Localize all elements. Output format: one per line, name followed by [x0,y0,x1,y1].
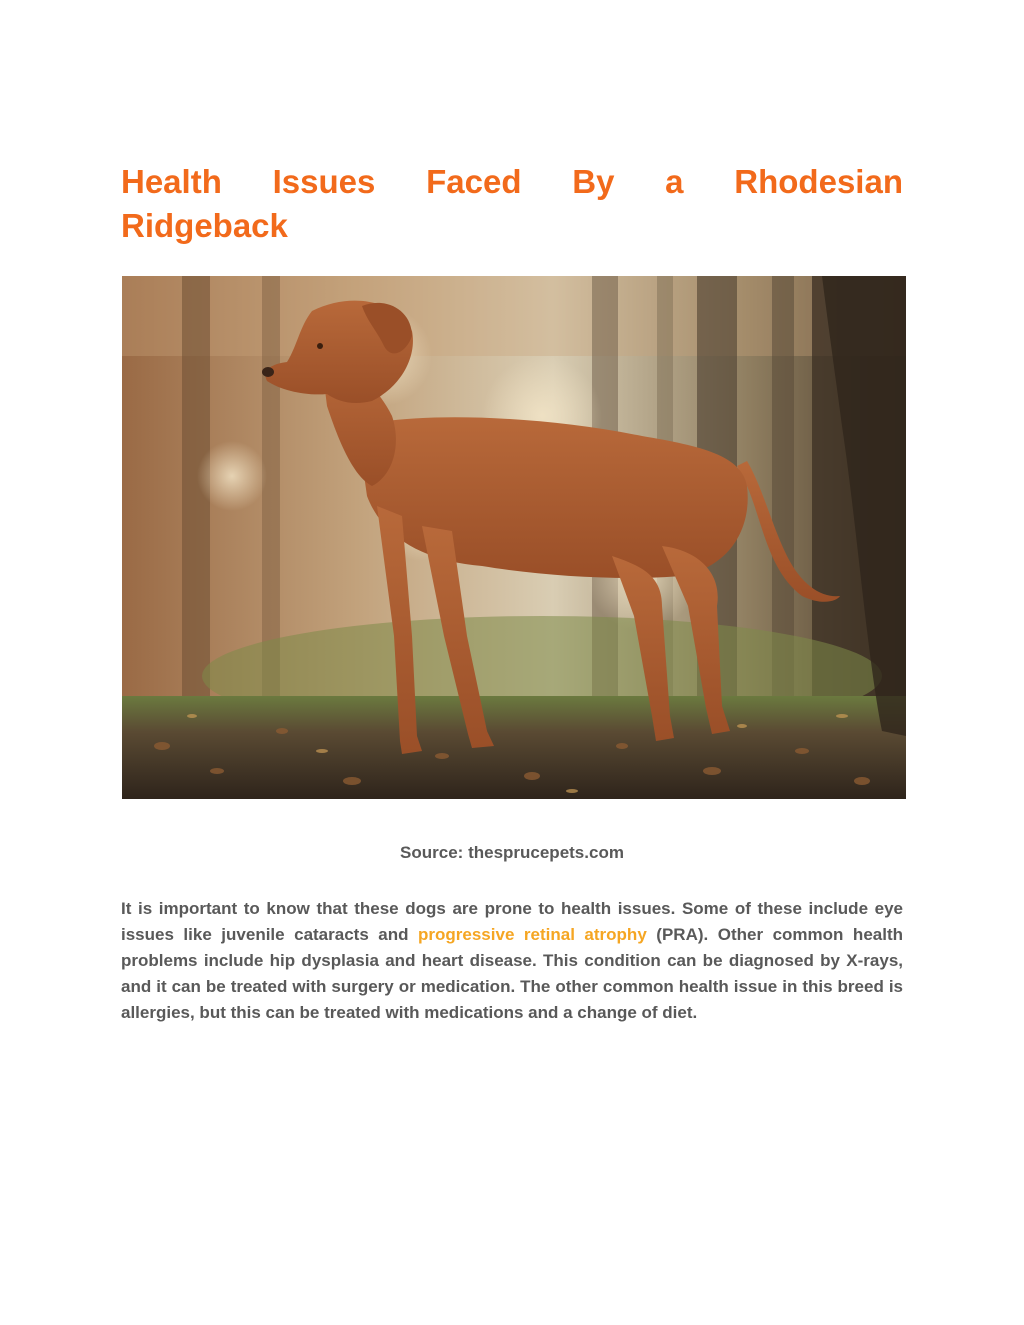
paragraph-text: It is important to know that these dogs are prone to health issues. Some of these include eye issues like juvenile cataracts and [121,899,903,944]
paragraph-text: (PRA). Other common health problems include hip dysplasia and heart disease. This condition can be diagnosed by X-rays, and it can be treated with surgery or medication. The other common health issue in this breed is allergies, but this can be treated with medications and a change of diet. [121,925,903,1022]
health-issues-paragraph [121,896,903,1026]
dog-photo [122,276,906,799]
title-word: Issues [272,163,376,200]
title-word: Faced [426,163,522,200]
progressive-retinal-atrophy-link[interactable]: progressive retinal atrophy [418,925,647,944]
title-word: Rhodesian [734,163,903,200]
title-word: a [665,163,684,200]
title-word: Health [121,163,222,200]
page-title [121,160,903,248]
title-line-2: Ridgeback [121,207,288,244]
title-word: By [572,163,615,200]
title-line-1 [121,160,903,204]
image-source-caption: Source: thesprucepets.com [400,843,624,862]
